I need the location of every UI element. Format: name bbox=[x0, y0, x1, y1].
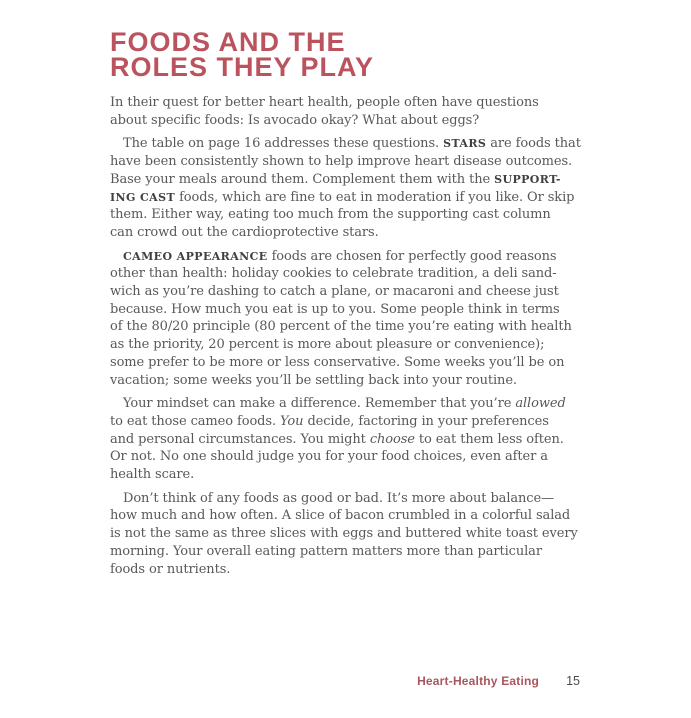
text-segment: foods are chosen for perfectly good reasons bbox=[267, 248, 557, 264]
text-segment: health scare. bbox=[110, 467, 195, 483]
page-number: 15 bbox=[566, 674, 580, 688]
italic-term: choose bbox=[369, 431, 415, 447]
text-line bbox=[110, 283, 572, 301]
text-segment: to eat them less often. bbox=[414, 431, 564, 447]
text-line bbox=[110, 490, 572, 508]
text-line bbox=[110, 94, 572, 112]
text-segment: morning. Your overall eating pattern matters more than particular bbox=[110, 543, 542, 559]
text-line bbox=[110, 112, 572, 130]
paragraph bbox=[110, 94, 572, 129]
text-segment: Or not. No one should judge you for your food choices, even after a bbox=[110, 449, 548, 465]
text-segment: wich as you’re dashing to catch a plane, or macaroni and cheese just bbox=[110, 284, 559, 300]
text-segment: of the 80/20 principle (80 percent of the time you’re eating with health bbox=[110, 319, 572, 335]
text-segment: foods or nutrients. bbox=[110, 561, 231, 577]
text-line bbox=[110, 336, 572, 354]
text-line bbox=[110, 395, 572, 413]
text-line bbox=[110, 153, 572, 171]
text-segment: decide, factoring in your preferences bbox=[303, 413, 549, 429]
text-line bbox=[110, 135, 581, 153]
text-line bbox=[110, 301, 572, 319]
paragraph bbox=[110, 395, 572, 484]
text-line bbox=[110, 248, 572, 266]
title-line-2: ROLES THEY PLAY bbox=[110, 52, 375, 82]
text-segment: Base your meals around them. Complement them with the bbox=[110, 171, 495, 187]
text-line bbox=[110, 561, 572, 579]
italic-term: allowed bbox=[515, 396, 566, 412]
text-segment: some prefer to be more or less conservative. Some weeks you’ll be on bbox=[110, 354, 565, 370]
paragraph bbox=[110, 135, 581, 241]
text-line bbox=[110, 224, 572, 242]
bold-term: STARS bbox=[443, 137, 487, 151]
text-segment: as the priority, 20 percent is more about pleasure or convenience); bbox=[110, 337, 545, 353]
text-segment: The table on page 16 addresses these questions. bbox=[123, 136, 444, 152]
text-segment: are foods that bbox=[486, 136, 581, 152]
italic-term: You bbox=[280, 413, 304, 429]
text-line bbox=[110, 466, 572, 484]
text-segment: have been consistently shown to help improve heart disease outcomes. bbox=[110, 154, 573, 170]
text-segment: foods, which are fine to eat in moderation if you like. Or skip bbox=[175, 189, 575, 205]
article-body bbox=[110, 94, 581, 578]
text-segment: vacation; some weeks you’ll be settling back into your routine. bbox=[110, 372, 517, 388]
text-segment: can crowd out the cardioprotective stars. bbox=[110, 224, 379, 240]
text-line bbox=[110, 372, 572, 390]
text-segment: In their quest for better heart health, people often have questions bbox=[110, 95, 539, 110]
paragraph bbox=[110, 248, 572, 390]
text-segment: them. Either way, eating too much from the supporting cast column bbox=[110, 207, 551, 223]
text-segment: Your mindset can make a difference. Remember that you’re bbox=[123, 396, 516, 412]
text-segment: to eat those cameo foods. bbox=[110, 413, 281, 429]
text-line bbox=[110, 413, 572, 431]
text-line bbox=[110, 318, 572, 336]
text-line bbox=[110, 206, 572, 224]
text-line bbox=[110, 525, 578, 543]
text-segment: and personal circumstances. You might bbox=[110, 431, 370, 447]
page-footer bbox=[110, 674, 580, 688]
running-footer-label: Heart-Healthy Eating bbox=[417, 674, 540, 688]
text-line bbox=[110, 265, 572, 283]
text-line bbox=[110, 189, 575, 207]
text-segment: other than health: holiday cookies to celebrate tradition, a deli sand- bbox=[110, 266, 557, 282]
text-segment: is not the same as three slices with eggs and buttered white toast every bbox=[110, 526, 578, 542]
paragraph bbox=[110, 490, 578, 579]
text-line bbox=[110, 448, 572, 466]
text-line bbox=[110, 431, 572, 449]
page-title bbox=[110, 27, 375, 82]
text-line bbox=[110, 354, 572, 372]
text-segment: because. How much you eat is up to you. Some people think in terms bbox=[110, 301, 560, 317]
text-segment: how much and how often. A slice of bacon crumbled in a colorful salad bbox=[110, 508, 571, 524]
text-segment: about specific foods: Is avocado okay? What about eggs? bbox=[110, 112, 480, 128]
bold-term: ING CAST bbox=[110, 190, 176, 204]
text-line bbox=[110, 171, 572, 189]
text-line bbox=[110, 507, 572, 525]
text-line bbox=[110, 543, 572, 561]
bold-term: CAMEO APPEARANCE bbox=[123, 249, 268, 263]
text-segment: Don’t think of any foods as good or bad. It’s more about balance— bbox=[123, 490, 554, 506]
title-line-1: FOODS AND THE bbox=[110, 27, 346, 57]
bold-term: SUPPORT- bbox=[494, 172, 561, 186]
